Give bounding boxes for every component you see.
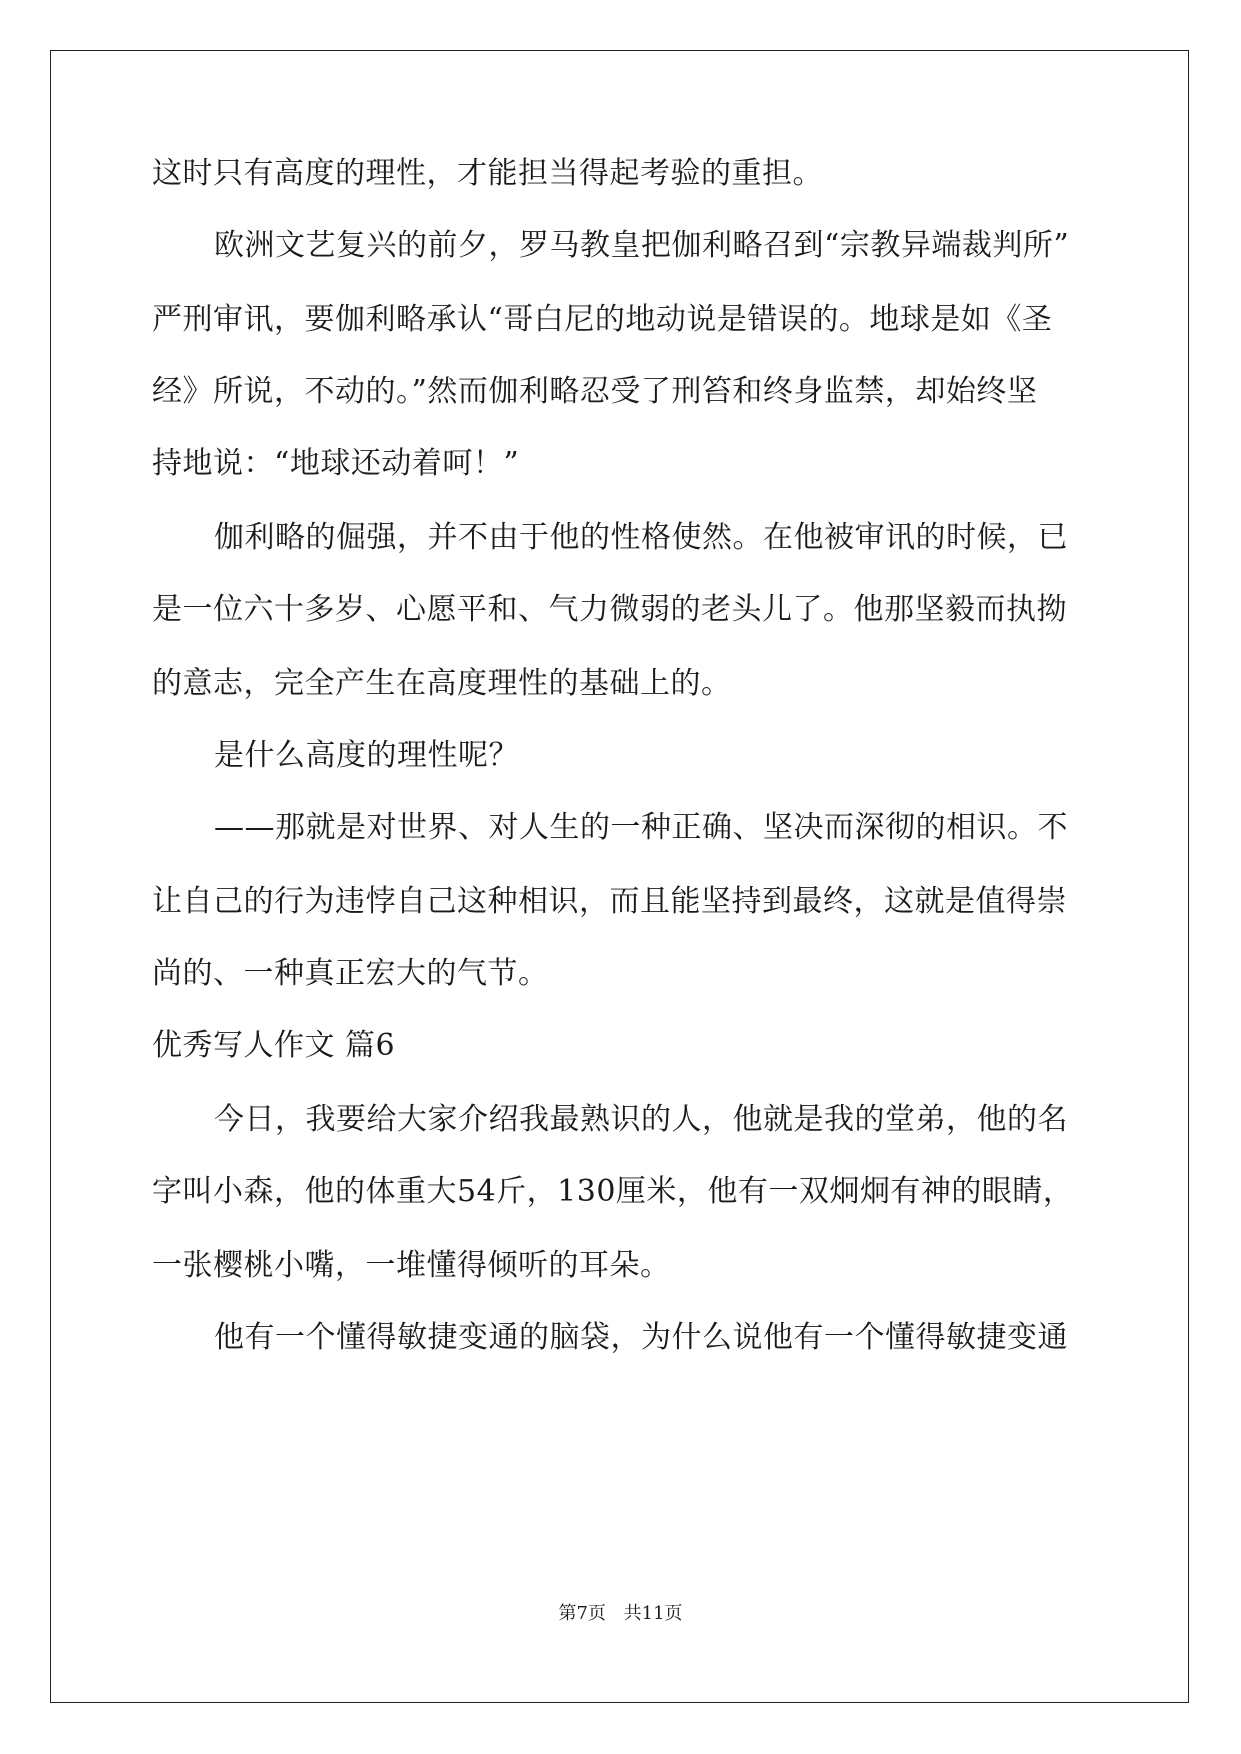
text-line: 持地说：“地球还动着呵！” (152, 446, 520, 481)
text-line: 伽利略的倔强，并不由于他的性格使然。在他被审讯的时候，已 (214, 520, 1068, 555)
text-line: 一张樱桃小嘴，一堆懂得倾听的耳朵。 (152, 1248, 671, 1283)
text-line: 经》所说，不动的。”然而伽利略忍受了刑笞和终身监禁，却始终坚 (152, 374, 1038, 409)
text-line: 尚的、一种真正宏大的气节。 (152, 956, 549, 991)
page-footer (0, 1602, 1241, 1626)
text-line: 这时只有高度的理性，才能担当得起考验的重担。 (152, 156, 823, 191)
page-number: 第7页 (558, 1603, 606, 1624)
page-border (50, 50, 1189, 1703)
text-line: 让自己的行为违悖自己这种相识，而且能坚持到最终，这就是值得崇 (152, 884, 1067, 919)
text-line: 欧洲文艺复兴的前夕，罗马教皇把伽利略召到“宗教异端裁判所” (214, 228, 1070, 263)
section-heading: 优秀写人作文 篇6 (152, 1028, 396, 1063)
text-line: 字叫小森，他的体重大54斤，130厘米，他有一双炯炯有神的眼睛， (152, 1174, 1074, 1209)
text-line: 今日，我要给大家介绍我最熟识的人，他就是我的堂弟，他的名 (214, 1102, 1068, 1137)
text-line: 的意志，完全产生在高度理性的基础上的。 (152, 666, 732, 701)
text-line: 是什么高度的理性呢？ (214, 738, 519, 773)
total-pages: 共11页 (623, 1603, 683, 1624)
text-line: 是一位六十多岁、心愿平和、气力微弱的老头儿了。他那坚毅而执拗 (152, 592, 1067, 627)
text-line: ——那就是对世界、对人生的一种正确、坚决而深彻的相识。不 (214, 810, 1068, 845)
text-line: 严刑审讯，要伽利略承认“哥白尼的地动说是错误的。地球是如《圣 (152, 302, 1053, 337)
text-line: 他有一个懂得敏捷变通的脑袋，为什么说他有一个懂得敏捷变通 (214, 1320, 1068, 1355)
